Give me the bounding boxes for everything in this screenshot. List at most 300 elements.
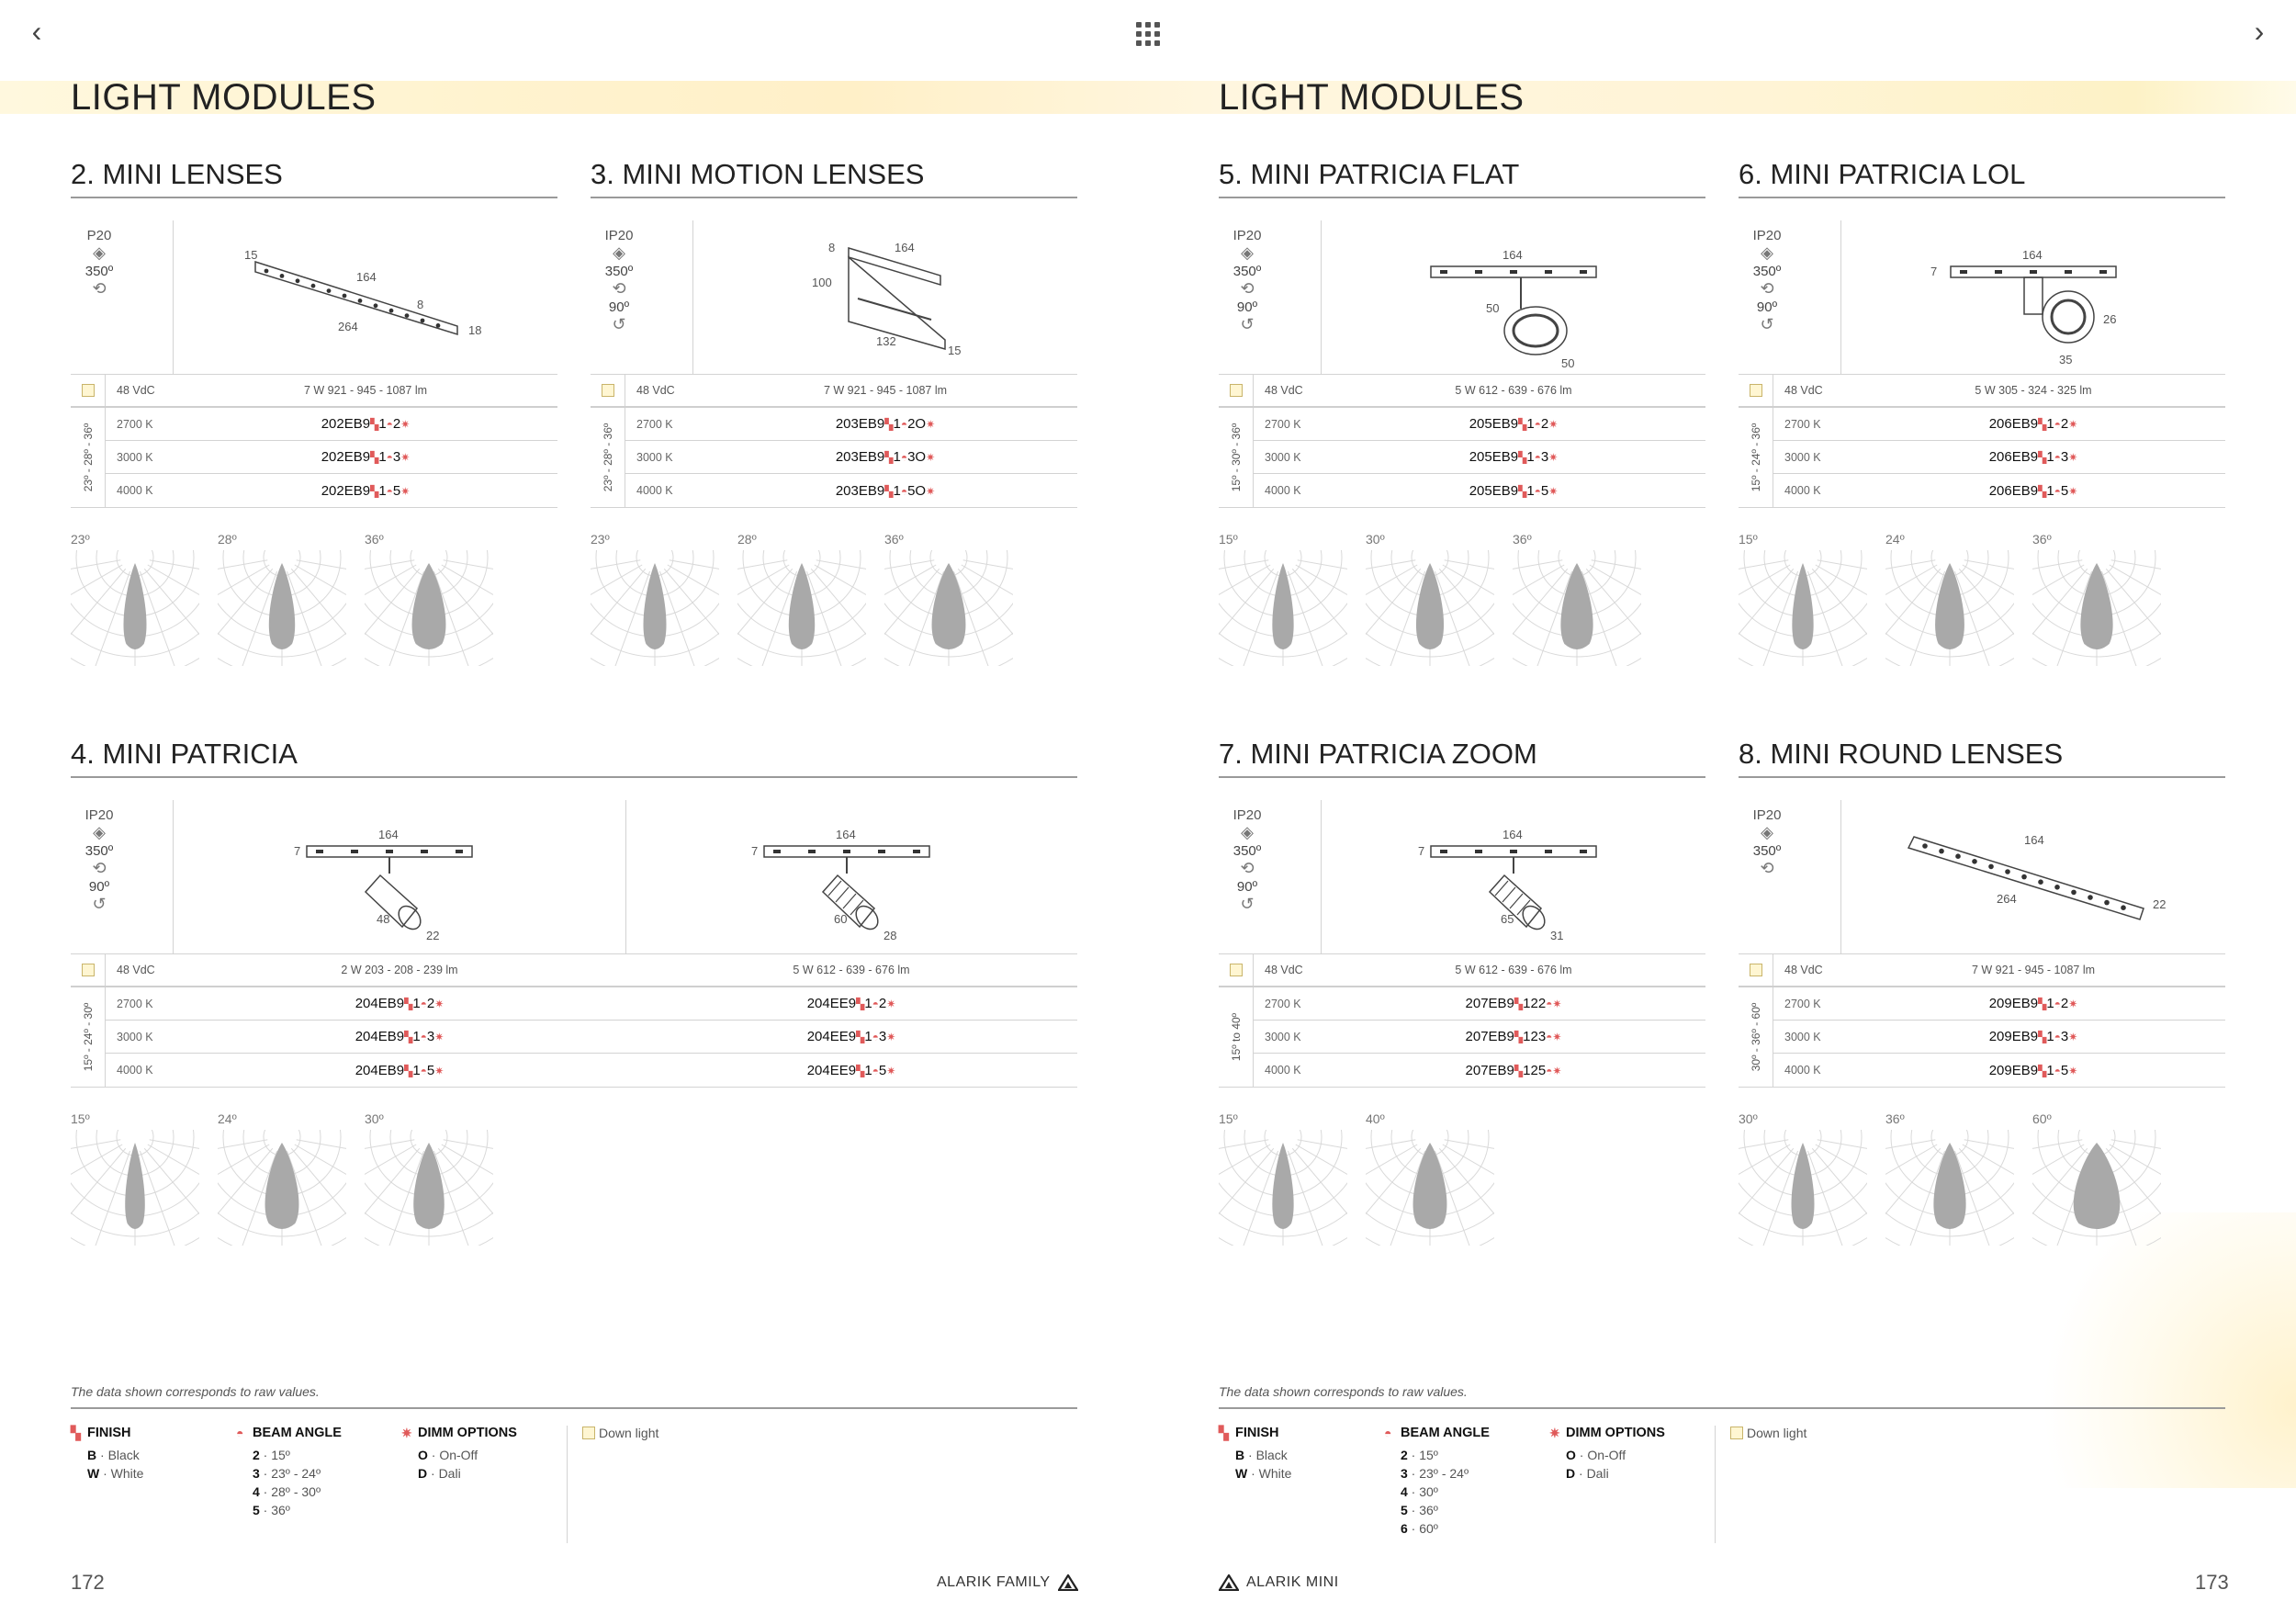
spec-header (1219, 800, 1705, 954)
legend-item: B · Black (87, 1448, 140, 1462)
beam-icon: ◓ (2054, 1031, 2061, 1043)
spec-header (1219, 220, 1705, 375)
product-code[interactable]: 209EB9▚1◓3✷ (1988, 1029, 2078, 1044)
finish-icon: ▚ (884, 418, 894, 431)
light-distribution (932, 563, 966, 649)
svg-text:7: 7 (750, 844, 758, 858)
light-distribution (1935, 563, 1964, 649)
product-code[interactable]: 204EB9▚1◓5✷ (355, 1062, 445, 1078)
polar-diagram (1739, 550, 1867, 666)
tilt-icon: ↺ (1760, 315, 1774, 333)
dimm-icon: ✷ (1548, 484, 1559, 498)
product-code[interactable]: 204EE9▚1◓3✷ (806, 1029, 896, 1044)
beam-label: 15º (1219, 532, 1238, 547)
light-distribution (1792, 1143, 1815, 1229)
section-title: 3. MINI MOTION LENSES (591, 158, 1077, 198)
voltage: 48 VdC (117, 384, 155, 397)
beam-range: 15º to 40º (1229, 1012, 1243, 1062)
beam-range: 15º - 24º - 30º (81, 1002, 95, 1072)
drawing-area (174, 800, 626, 953)
legend-item: 4 · 30º (1401, 1484, 1438, 1499)
color-temp: 2700 K (1784, 997, 1821, 1010)
finish-icon: ▚ (856, 1064, 865, 1077)
code-table (71, 987, 1077, 1088)
voltage: 48 VdC (1784, 964, 1823, 976)
color-temp: 3000 K (117, 1030, 153, 1043)
light-distribution (1416, 563, 1444, 649)
light-distribution (1560, 563, 1593, 649)
beam-icon: ◓ (386, 484, 393, 498)
svg-text:60: 60 (833, 912, 847, 926)
product-code[interactable]: 207EB9▚122◓✷ (1465, 996, 1562, 1011)
polar-chart (737, 532, 866, 666)
legend-item: 2 · 15º (1401, 1448, 1438, 1462)
polar-diagram (1366, 550, 1494, 666)
beam-icon: ◓ (2054, 418, 2061, 431)
orientation-icon: ◈ (93, 243, 106, 262)
polar-chart (1219, 1111, 1347, 1246)
beam-range: 23º - 28º - 36º (81, 423, 95, 492)
drawing-area (1322, 220, 1705, 374)
beam-label: 15º (1219, 1111, 1238, 1126)
beam-range: 15º - 30º - 36º (1229, 423, 1243, 492)
product-code[interactable]: 203EB9▚1◓3O✷ (835, 449, 936, 465)
chevron-left-icon: ‹ (31, 15, 42, 48)
beam-range: 30º - 36º - 60º (1749, 1002, 1762, 1072)
color-temp: 4000 K (117, 484, 153, 497)
legend-item: D · Dali (1566, 1466, 1609, 1481)
photometry (591, 532, 1077, 666)
photometry (1739, 532, 2225, 666)
ip-rating: IP20 (1232, 228, 1262, 243)
table-row (1254, 987, 1705, 1021)
light-distribution (269, 563, 295, 649)
drawing-area (1841, 220, 2225, 374)
page-title: LIGHT MODULES (1219, 77, 1525, 118)
beam-icon: ◓ (872, 1031, 879, 1043)
color-temp: 4000 K (1265, 1064, 1301, 1077)
polar-chart (71, 532, 199, 666)
svg-text:48: 48 (377, 912, 390, 926)
spec-row (71, 375, 557, 408)
beam-label: 28º (218, 532, 237, 547)
data-note: The data shown corresponds to raw values. (71, 1384, 320, 1399)
rotate-icon: ⟲ (1240, 859, 1255, 877)
polar-diagram (591, 550, 719, 666)
polar-chart (2032, 1111, 2161, 1246)
spec-header (591, 220, 1077, 375)
svg-text:164: 164 (2024, 833, 2044, 847)
svg-text:22: 22 (426, 929, 440, 942)
product-drawing (626, 800, 1067, 953)
beam-icon: ◓ (236, 1426, 244, 1440)
dimm-icon: ✷ (400, 451, 411, 464)
brand-footer (1219, 1574, 1339, 1591)
polar-chart (365, 532, 493, 666)
voltage: 48 VdC (1265, 964, 1303, 976)
svg-text:50: 50 (1486, 301, 1500, 315)
legend-item: 3 · 23º - 24º (253, 1466, 321, 1481)
beam-label: 36º (2032, 532, 2052, 547)
code-table (1219, 987, 1705, 1088)
finish-icon: ▚ (1219, 1426, 1229, 1440)
product-code[interactable]: 204EE9▚1◓2✷ (806, 996, 896, 1011)
svg-text:164: 164 (378, 828, 399, 841)
svg-text:18: 18 (468, 323, 482, 337)
product-drawing (693, 220, 1077, 374)
brand-name: ALARIK MINI (1246, 1574, 1339, 1590)
polar-diagram (218, 1130, 346, 1246)
ip-rating: IP20 (604, 228, 634, 243)
section-title: 2. MINI LENSES (71, 158, 557, 198)
product-drawing (1841, 220, 2225, 374)
svg-text:15: 15 (948, 344, 962, 357)
power-flux: 5 W 612 - 639 - 676 lm (1455, 964, 1572, 976)
polar-chart (884, 532, 1013, 666)
downlight-icon (582, 1427, 595, 1439)
product-code[interactable]: 207EB9▚125◓✷ (1465, 1062, 1562, 1078)
product-code[interactable]: 204EE9▚1◓5✷ (806, 1062, 896, 1078)
svg-text:164: 164 (356, 270, 377, 284)
beam-label: 23º (71, 532, 90, 547)
power-flux: 5 W 612 - 639 - 676 lm (793, 964, 910, 976)
page-title: LIGHT MODULES (71, 77, 377, 118)
power-flux: 7 W 921 - 945 - 1087 lm (823, 384, 948, 397)
beam-icon: ◓ (2054, 998, 2061, 1010)
table-row (1254, 474, 1705, 507)
dimm-icon: ✷ (1552, 1064, 1562, 1077)
spec-row (1219, 375, 1705, 408)
product-code[interactable]: 202EB9▚1◓3✷ (321, 449, 411, 465)
dimm-icon: ✷ (2068, 451, 2078, 464)
color-temp: 2700 K (1784, 417, 1821, 431)
spec-icons (1219, 800, 1322, 953)
table-row (1254, 408, 1705, 441)
spec-header (71, 800, 1077, 954)
product-code[interactable]: 205EB9▚1◓2✷ (1469, 416, 1559, 432)
legend-item: 3 · 23º - 24º (1401, 1466, 1469, 1481)
polar-diagram (218, 550, 346, 666)
beam-label: 30º (1366, 532, 1385, 547)
color-temp: 3000 K (1784, 1030, 1821, 1043)
legend-item: W · White (87, 1466, 144, 1481)
finish-icon: ▚ (2038, 418, 2047, 431)
dimm-icon: ✷ (2068, 484, 2078, 498)
prev-page-button[interactable] (18, 13, 55, 50)
polar-diagram (71, 550, 199, 666)
color-temp: 2700 K (1265, 997, 1301, 1010)
beam-icon: ◓ (1384, 1426, 1392, 1440)
beam-icon: ◓ (2054, 451, 2061, 464)
ip-rating: IP20 (1752, 228, 1782, 243)
beam-label: 36º (884, 532, 904, 547)
product-section (591, 158, 1077, 666)
table-row (106, 408, 557, 441)
ip-rating: IP20 (1232, 807, 1262, 823)
finish-icon: ▚ (884, 451, 894, 464)
brand-name: ALARIK FAMILY (937, 1574, 1051, 1590)
code-table (71, 408, 557, 508)
polar-chart (1885, 532, 2014, 666)
downlight-icon (1730, 1427, 1743, 1439)
beam-icon: ◓ (1546, 1031, 1553, 1043)
product-code[interactable]: 202EB9▚1◓5✷ (321, 482, 411, 499)
product-code[interactable]: 204EB9▚1◓3✷ (355, 1029, 445, 1044)
product-drawing (1841, 800, 2225, 953)
legend-dimm: ✷ DIMM OPTIONS O · On-Off D · Dali (401, 1426, 567, 1543)
polar-diagram (1366, 1130, 1494, 1246)
polar-chart (218, 532, 346, 666)
legend-item: B · Black (1235, 1448, 1288, 1462)
legend-item: D · Dali (418, 1466, 461, 1481)
voltage: 48 VdC (1265, 384, 1303, 397)
product-section (1219, 158, 1705, 666)
finish-icon: ▚ (856, 998, 865, 1010)
table-row (1773, 1021, 2225, 1054)
dimm-icon: ✷ (926, 418, 936, 431)
product-drawing (1322, 220, 1705, 374)
polar-diagram (1885, 1130, 2014, 1246)
beam-label: 60º (2032, 1111, 2052, 1126)
orientation-icon: ◈ (93, 823, 106, 841)
dimm-icon: ✷ (926, 484, 936, 498)
light-distribution (2080, 563, 2112, 649)
tilt-icon: ↺ (1240, 895, 1255, 913)
legend-finish: ▚ FINISH B · Black W · White (71, 1426, 236, 1543)
legend-item: 5 · 36º (1401, 1503, 1438, 1517)
svg-text:7: 7 (1418, 844, 1425, 858)
next-page-button[interactable] (2241, 13, 2278, 50)
beam-label: 36º (1513, 532, 1532, 547)
spec-icons (71, 800, 174, 953)
dimm-icon: ✷ (2068, 1031, 2078, 1043)
table-row (1773, 1054, 2225, 1087)
section-title: 6. MINI PATRICIA LOL (1739, 158, 2225, 198)
spec-row (1739, 375, 2225, 408)
beam-icon: ◓ (1546, 1064, 1553, 1077)
product-code[interactable]: 204EB9▚1◓2✷ (355, 996, 445, 1011)
ip-rating: P20 (86, 228, 112, 243)
page-number: 172 (71, 1571, 105, 1594)
svg-text:264: 264 (338, 320, 358, 333)
legend-dimm: ✷ DIMM OPTIONS O · On-Off D · Dali (1549, 1426, 1715, 1543)
beam-icon: ◓ (1534, 484, 1541, 498)
product-drawing (174, 800, 605, 953)
product-code[interactable]: 207EB9▚123◓✷ (1465, 1029, 1562, 1044)
beam-icon: ◓ (900, 484, 908, 498)
finish-icon: ▚ (404, 998, 413, 1010)
color-temp: 2700 K (117, 997, 153, 1010)
finish-icon: ▚ (1518, 484, 1527, 498)
beam-range: 15º - 24º - 36º (1749, 423, 1762, 492)
table-row (106, 474, 557, 507)
beam-icon: ◓ (900, 418, 908, 431)
grid-view-button[interactable] (1132, 18, 1164, 50)
photometry (1219, 532, 1705, 666)
table-row (1773, 474, 2225, 507)
product-code[interactable]: 206EB9▚1◓2✷ (1988, 416, 2078, 432)
downlight-icon (1750, 964, 1762, 976)
finish-icon: ▚ (884, 484, 894, 498)
voltage: 48 VdC (1784, 384, 1823, 397)
table-row (1773, 441, 2225, 474)
svg-text:164: 164 (835, 828, 856, 841)
beam-icon: ◓ (420, 1064, 427, 1077)
product-code[interactable]: 206EB9▚1◓3✷ (1988, 449, 2078, 465)
brand-footer (937, 1574, 1078, 1591)
product-section (1219, 738, 1705, 1246)
beam-icon: ◓ (872, 1064, 879, 1077)
tilt-icon: ↺ (92, 895, 107, 913)
polar-chart (591, 532, 719, 666)
polar-diagram (71, 1130, 199, 1246)
polar-diagram (1739, 1130, 1867, 1246)
spec-row (1739, 954, 2225, 987)
rotate-icon: ⟲ (92, 279, 107, 298)
legend-beam: ◓ BEAM ANGLE 2 · 15º 3 · 23º - 24º 4 · 30º 5 · 36º 6 · 60º (1384, 1426, 1549, 1543)
dimm-icon: ✷ (400, 418, 411, 431)
finish-icon: ▚ (2038, 484, 2047, 498)
product-code[interactable]: 205EB9▚1◓3✷ (1469, 449, 1559, 465)
color-temp: 3000 K (117, 450, 153, 464)
product-section (71, 738, 1077, 1246)
page-number: 173 (2195, 1571, 2229, 1594)
light-distribution (1792, 563, 1813, 649)
orientation-icon: ◈ (1241, 823, 1254, 841)
legend-item: O · On-Off (1566, 1448, 1626, 1462)
code-table (1739, 408, 2225, 508)
drawing-area (626, 800, 1078, 953)
finish-icon: ▚ (370, 484, 379, 498)
polar-diagram (884, 550, 1013, 666)
dimm-icon: ✷ (1552, 1031, 1562, 1043)
polar-diagram (1885, 550, 2014, 666)
table-row (106, 441, 557, 474)
polar-chart (1885, 1111, 2014, 1246)
downlight-icon (82, 384, 95, 397)
rotation-value: 350º (1232, 843, 1262, 859)
beam-icon: ◓ (1534, 418, 1541, 431)
polar-diagram (365, 550, 493, 666)
power-flux: 5 W 612 - 639 - 676 lm (1455, 384, 1572, 397)
legend-item: 4 · 28º - 30º (253, 1484, 321, 1499)
svg-text:164: 164 (1503, 828, 1523, 841)
finish-icon: ▚ (1518, 418, 1527, 431)
power-flux: 2 W 203 - 208 - 239 lm (341, 964, 458, 976)
finish-icon: ▚ (404, 1064, 413, 1077)
legend-finish: ▚ FINISH B · Black W · White (1219, 1426, 1384, 1543)
table-row (1254, 441, 1705, 474)
svg-text:164: 164 (2022, 248, 2043, 262)
photometry (71, 1111, 1077, 1246)
product-drawing (174, 220, 557, 374)
color-temp: 4000 K (1265, 484, 1301, 497)
beam-label: 28º (737, 532, 757, 547)
light-distribution (2074, 1143, 2121, 1229)
drawing-area (1841, 800, 2225, 953)
svg-text:100: 100 (812, 276, 832, 289)
product-code[interactable]: 206EB9▚1◓5✷ (1988, 482, 2078, 499)
product-code[interactable]: 203EB9▚1◓2O✷ (835, 416, 936, 432)
dimm-icon: ✷ (2068, 418, 2078, 431)
spec-icons (591, 220, 693, 374)
color-temp: 3000 K (1265, 1030, 1301, 1043)
finish-icon: ▚ (1518, 451, 1527, 464)
table-row (1254, 1054, 1705, 1087)
svg-text:8: 8 (417, 298, 424, 311)
spec-header (1739, 220, 2225, 375)
beam-label: 40º (1366, 1111, 1385, 1126)
legend-item: O · On-Off (418, 1448, 478, 1462)
product-code[interactable]: 205EB9▚1◓5✷ (1469, 482, 1559, 499)
table-row (106, 1021, 1077, 1054)
beam-label: 15º (1739, 532, 1758, 547)
table-row (625, 441, 1077, 474)
beam-label: 36º (1885, 1111, 1905, 1126)
svg-text:264: 264 (1997, 892, 2017, 906)
spec-icons (1739, 800, 1841, 953)
product-code[interactable]: 209EB9▚1◓5✷ (1988, 1062, 2078, 1078)
section-title: 5. MINI PATRICIA FLAT (1219, 158, 1705, 198)
spec-icons (1219, 220, 1322, 374)
polar-chart (1219, 532, 1347, 666)
tilt-value: 90º (1236, 299, 1258, 315)
color-temp: 3000 K (1784, 450, 1821, 464)
product-section (1739, 738, 2225, 1246)
beam-label: 23º (591, 532, 610, 547)
finish-icon: ▚ (2038, 1064, 2047, 1077)
downlight-icon (1230, 384, 1243, 397)
finish-icon: ▚ (856, 1031, 865, 1043)
rotate-icon: ⟲ (92, 859, 107, 877)
product-code[interactable]: 209EB9▚1◓2✷ (1988, 996, 2078, 1011)
svg-text:35: 35 (2059, 353, 2073, 367)
color-temp: 2700 K (636, 417, 673, 431)
polar-chart (1739, 1111, 1867, 1246)
light-distribution (413, 1143, 445, 1229)
orientation-icon: ◈ (1761, 823, 1773, 841)
beam-icon: ◓ (420, 998, 427, 1010)
code-table (1739, 987, 2225, 1088)
finish-icon: ▚ (370, 451, 379, 464)
spec-icons (1739, 220, 1841, 374)
beam-icon: ◓ (2054, 484, 2061, 498)
viewer-toolbar (0, 0, 2296, 64)
color-temp: 4000 K (1784, 484, 1821, 497)
downlight-icon (1230, 964, 1243, 976)
section-title: 8. MINI ROUND LENSES (1739, 738, 2225, 778)
polar-diagram (737, 550, 866, 666)
svg-text:22: 22 (2153, 897, 2167, 911)
orientation-icon: ◈ (1241, 243, 1254, 262)
polar-chart (2032, 532, 2161, 666)
dimm-icon: ✷ (434, 1064, 445, 1077)
product-code[interactable]: 203EB9▚1◓5O✷ (835, 482, 936, 499)
legend-item: W · White (1235, 1466, 1292, 1481)
product-code[interactable]: 202EB9▚1◓2✷ (321, 416, 411, 432)
beam-icon: ◓ (420, 1031, 427, 1043)
section-title: 7. MINI PATRICIA ZOOM (1219, 738, 1705, 778)
finish-icon: ▚ (2038, 1031, 2047, 1043)
table-row (106, 987, 1077, 1021)
downlight-icon (1750, 384, 1762, 397)
photometry (71, 532, 557, 666)
light-distribution (789, 563, 815, 649)
spec-header (1739, 800, 2225, 954)
code-table (1219, 408, 1705, 508)
orientation-icon: ◈ (1761, 243, 1773, 262)
ip-rating: IP20 (84, 807, 114, 823)
